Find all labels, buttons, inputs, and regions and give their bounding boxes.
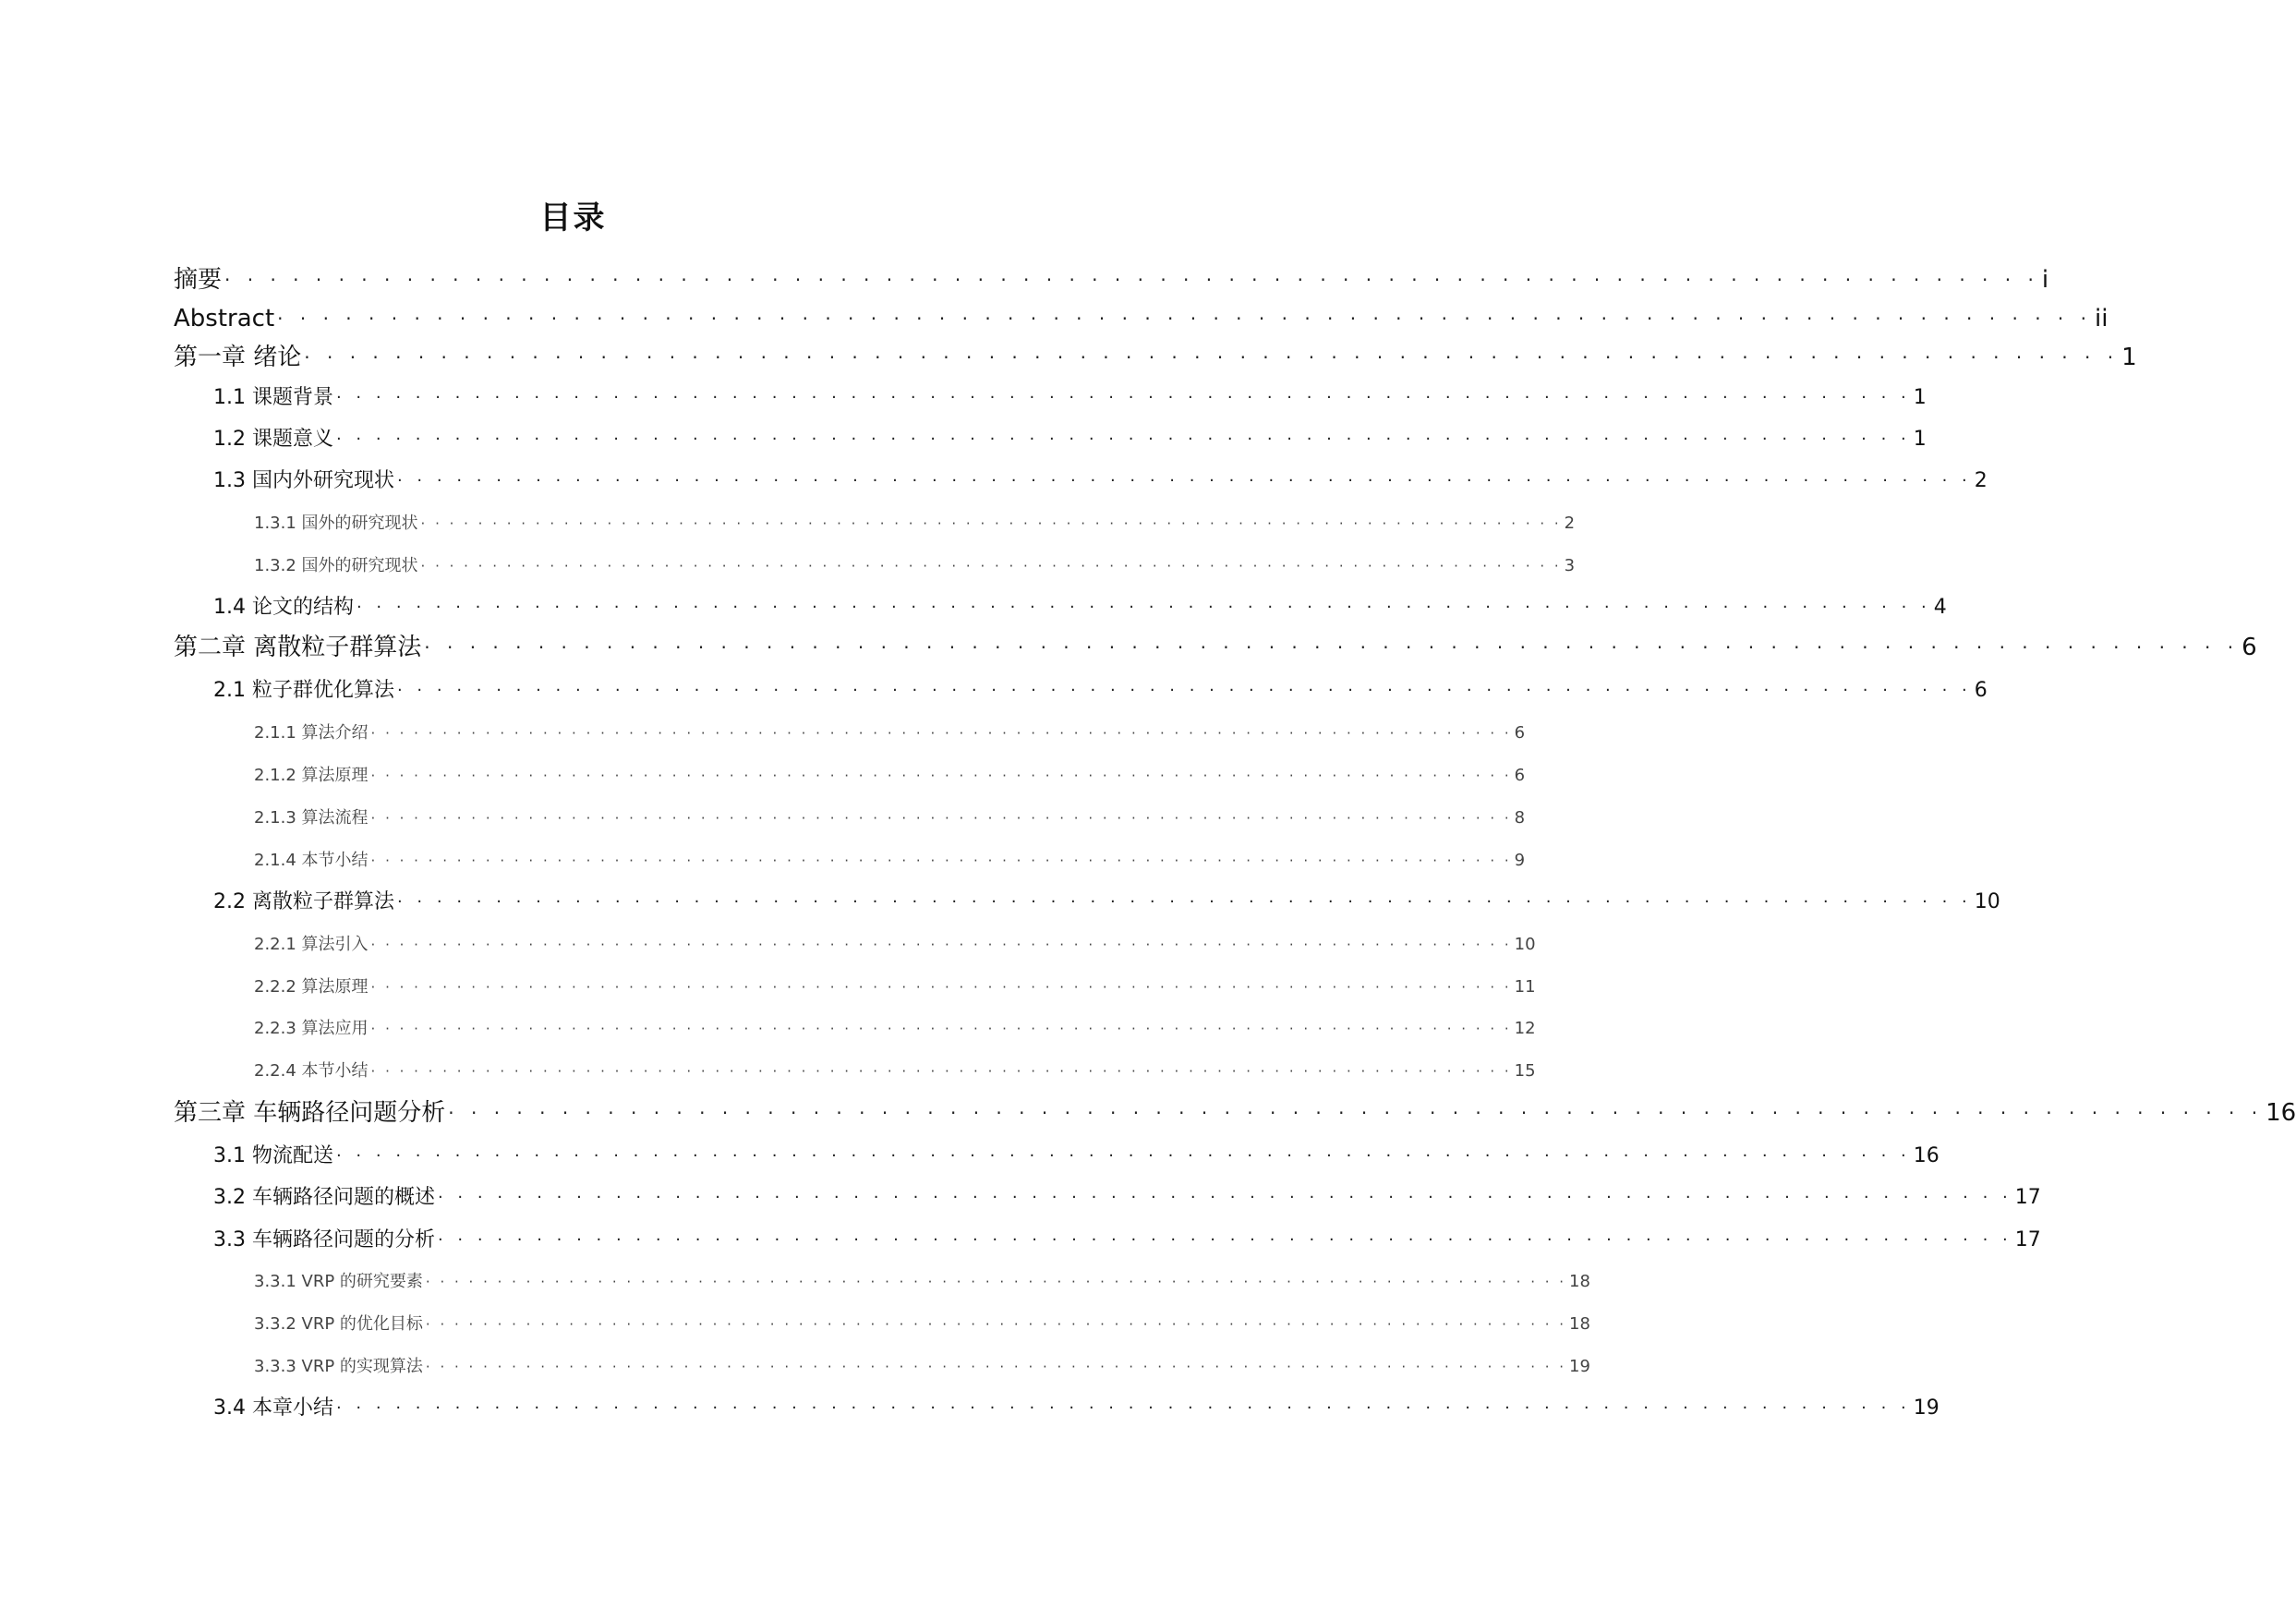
toc-entry-section[interactable]	[213, 467, 1988, 495]
toc-page-number: 11	[1514, 977, 1536, 997]
toc-entry-label: 1.4 论文的结构	[213, 596, 354, 619]
dot-leader: · · · · · · · · · · · · · · · · · · · · · · · · · · · · · · · · · · · · · · · · · · · · · · · · · · · · · · · · · · · · · · · · · · · · · · · · · · · · · · · ·	[420, 558, 1562, 574]
dot-leader: · · · · · · · · · · · · · · · · · · · · · · · · · · · · · · · · · · · · · · · · · · · · · · · · · · · · · · · · · · · · · · · · · · · · · · · · · · · · · · · ·	[425, 1274, 1567, 1290]
toc-entry-label: 3.3.3 VRP 的实现算法	[254, 1357, 423, 1376]
toc-entry-abstract-en[interactable]	[174, 303, 2109, 334]
toc-page-number: 17	[2014, 1186, 2041, 1209]
dot-leader: · · · · · · · · · · · · · · · · · · · · · · · · · · · · · · · · · · · · · · · · · · · · · · · · · · · · · · · · · · · · · · · · · · · · · · · · · · · · · · · ·	[356, 598, 1931, 617]
toc-entry-section[interactable]	[213, 1395, 1940, 1422]
dot-leader: · · · · · · · · · · · · · · · · · · · · · · · · · · · · · · · · · · · · · · · · · · · · · · · · · · · · · · · · · · · · · · · · · · · · · · · · · · · · · · · ·	[370, 725, 1512, 742]
toc-page-number: 1	[1913, 386, 1927, 409]
toc-entry-section[interactable]	[213, 889, 2000, 916]
toc-entry-label: 3.3.2 VRP 的优化目标	[254, 1314, 423, 1334]
dot-leader: · · · · · · · · · · · · · · · · · · · · · · · · · · · · · · · · · · · · · · · · · · · · · · · · · · · · · · · · · · · · · · · · · · · · · · · · · · · · · · · ·	[370, 937, 1512, 953]
toc-page-number: 1	[1913, 428, 1927, 451]
toc-page-number: 18	[1569, 1314, 1590, 1334]
toc-entry-label: 2.2 离散粒子群算法	[213, 890, 394, 913]
toc-entry-abstract-cn[interactable]	[174, 264, 2049, 296]
toc-entry-section[interactable]	[213, 677, 1988, 705]
toc-entry-label: Abstract	[174, 305, 275, 332]
toc-entry-label: 第二章 离散粒子群算法	[174, 634, 422, 661]
dot-leader: · · · · · · · · · · · · · · · · · · · · · · · · · · · · · · · · · · · · · · · · · · · · · · · · · · · · · · · · · · · · · · · · · · · · · · · · · · · · · · · ·	[335, 388, 1911, 407]
toc-page-number: 4	[1933, 596, 1947, 619]
toc-entry-label: 3.1 物流配送	[213, 1144, 333, 1167]
toc-entry-label: 3.2 车辆路径问题的概述	[213, 1186, 435, 1209]
toc-page-number: 15	[1514, 1061, 1536, 1081]
toc-entry-label: 3.4 本章小结	[213, 1396, 333, 1420]
dot-leader: · · · · · · · · · · · · · · · · · · · · · · · · · · · · · · · · · · · · · · · · · · · · · · · · · · · · · · · · · · · · · · · · · · · · · · · · · · · · · · · ·	[420, 515, 1562, 532]
toc-page-number: 2	[1564, 514, 1576, 533]
toc-entry-section[interactable]	[213, 1227, 2041, 1254]
dot-leader: · · · · · · · · · · · · · · · · · · · · · · · · · · · · · · · · · · · · · · · · · · · · · · · · · · · · · · · · · · · · · · · · · · · · · · · · · · · · · · · ·	[425, 1316, 1567, 1333]
toc-entry-subsection[interactable]	[254, 806, 1526, 830]
toc-entry-label: 摘要	[174, 266, 223, 294]
toc-entry-label: 1.2 课题意义	[213, 428, 333, 451]
dot-leader: · · · · · · · · · · · · · · · · · · · · · · · · · · · · · · · · · · · · · · · · · · · · · · · · · · · · · · · · · · · · · · · · · · · · · · · · · · · · · · · ·	[370, 979, 1512, 996]
toc-entry-label: 2.1.3 算法流程	[254, 808, 369, 828]
toc-entry-subsection[interactable]	[254, 975, 1536, 999]
dot-leader: · · · · · · · · · · · · · · · · · · · · · · · · · · · · · · · · · · · · · · · · · · · · · · · · · · · · · · · · · · · · · · · · · · · · · · · · · · · · · · · ·	[370, 1063, 1512, 1080]
toc-entry-label: 2.1.4 本节小结	[254, 851, 369, 870]
toc-entry-subsection[interactable]	[254, 1312, 1590, 1336]
dot-leader: · · · · · · · · · · · · · · · · · · · · · · · · · · · · · · · · · · · · · · · · · · · · · · · · · · · · · · · · · · · · · · · · · · · · · · · · · · · · · · · ·	[370, 852, 1512, 869]
toc-entry-subsection[interactable]	[254, 512, 1576, 536]
dot-leader: · · · · · · · · · · · · · · · · · · · · · · · · · · · · · · · · · · · · · · · · · · · · · · · · · · · · · · · · · · · · · · · · · · · · · · · · · · · · · · · ·	[370, 810, 1512, 827]
toc-entry-section[interactable]	[213, 1184, 2041, 1212]
toc-page-number: 17	[2014, 1228, 2041, 1251]
toc-page-number: 10	[1974, 890, 2000, 913]
toc-page-number: 2	[1974, 469, 1988, 492]
dot-leader: · · · · · · · · · · · · · · · · · · · · · · · · · · · · · · · · · · · · · · · · · · · · · · · · · · · · · · · · · · · · · · · · · · · · · · · · · · · · · · · ·	[448, 1102, 2264, 1124]
toc-entry-label: 第三章 车辆路径问题分析	[174, 1099, 446, 1127]
toc-entry-label: 2.2.3 算法应用	[254, 1019, 369, 1038]
dot-leader: · · · · · · · · · · · · · · · · · · · · · · · · · · · · · · · · · · · · · · · · · · · · · · · · · · · · · · · · · · · · · · · · · · · · · · · · · · · · · · · ·	[277, 308, 2092, 330]
toc-entry-chapter-3[interactable]	[174, 1097, 2296, 1129]
dot-leader: · · · · · · · · · · · · · · · · · · · · · · · · · · · · · · · · · · · · · · · · · · · · · · · · · · · · · · · · · · · · · · · · · · · · · · · · · · · · · · · ·	[370, 768, 1512, 784]
dot-leader: · · · · · · · · · · · · · · · · · · · · · · · · · · · · · · · · · · · · · · · · · · · · · · · · · · · · · · · · · · · · · · · · · · · · · · · · · · · · · · · ·	[335, 1146, 1911, 1166]
toc-entry-label: 1.3.2 国外的研究现状	[254, 556, 418, 575]
toc-entry-label: 2.2.2 算法原理	[254, 977, 369, 997]
toc-entry-subsection[interactable]	[254, 849, 1526, 873]
toc-page-number: ii	[2095, 305, 2109, 332]
toc-entry-label: 1.3 国内外研究现状	[213, 469, 394, 492]
dot-leader: · · · · · · · · · · · · · · · · · · · · · · · · · · · · · · · · · · · · · · · · · · · · · · · · · · · · · · · · · · · · · · · · · · · · · · · · · · · · · · · ·	[335, 429, 1911, 449]
toc-page-number: 18	[1569, 1272, 1590, 1291]
dot-leader: · · · · · · · · · · · · · · · · · · · · · · · · · · · · · · · · · · · · · · · · · · · · · · · · · · · · · · · · · · · · · · · · · · · · · · · · · · · · · · · ·	[424, 636, 2240, 659]
dot-leader: · · · · · · · · · · · · · · · · · · · · · · · · · · · · · · · · · · · · · · · · · · · · · · · · · · · · · · · · · · · · · · · · · · · · · · · · · · · · · · · ·	[370, 1021, 1512, 1037]
dot-leader: · · · · · · · · · · · · · · · · · · · · · · · · · · · · · · · · · · · · · · · · · · · · · · · · · · · · · · · · · · · · · · · · · · · · · · · · · · · · · · · ·	[437, 1188, 2012, 1207]
dot-leader: · · · · · · · · · · · · · · · · · · · · · · · · · · · · · · · · · · · · · · · · · · · · · · · · · · · · · · · · · · · · · · · · · · · · · · · · · · · · · · · ·	[396, 892, 1972, 912]
toc-entry-subsection[interactable]	[254, 1270, 1590, 1294]
toc-entry-chapter-2[interactable]	[174, 632, 2257, 663]
toc-page-number: 6	[1974, 679, 1988, 702]
toc-entry-subsection[interactable]	[254, 1059, 1536, 1083]
toc-page-number: 1	[2121, 344, 2137, 371]
toc-page-number: 10	[1514, 935, 1536, 954]
dot-leader: · · · · · · · · · · · · · · · · · · · · · · · · · · · · · · · · · · · · · · · · · · · · · · · · · · · · · · · · · · · · · · · · · · · · · · · · · · · · · · · ·	[425, 1359, 1567, 1375]
toc-entry-label: 2.2.4 本节小结	[254, 1061, 369, 1081]
toc-entry-label: 3.3.1 VRP 的研究要素	[254, 1272, 423, 1291]
dot-leader: · · · · · · · · · · · · · · · · · · · · · · · · · · · · · · · · · · · · · · · · · · · · · · · · · · · · · · · · · · · · · · · · · · · · · · · · · · · · · · · ·	[396, 681, 1972, 700]
toc-page-number: 6	[1514, 723, 1526, 743]
toc-page-number: 6	[1514, 766, 1526, 785]
toc-entry-section[interactable]	[213, 384, 1927, 412]
dot-leader: · · · · · · · · · · · · · · · · · · · · · · · · · · · · · · · · · · · · · · · · · · · · · · · · · · · · · · · · · · · · · · · · · · · · · · · · · · · · · · · ·	[396, 471, 1972, 490]
toc-page-number: 6	[2242, 634, 2257, 661]
toc-entry-chapter-1[interactable]	[174, 342, 2137, 373]
toc-entry-label: 2.2.1 算法引入	[254, 935, 369, 954]
toc-title: 目录	[539, 199, 607, 236]
dot-leader: · · · · · · · · · · · · · · · · · · · · · · · · · · · · · · · · · · · · · · · · · · · · · · · · · · · · · · · · · · · · · · · · · · · · · · · · · · · · · · · ·	[335, 1398, 1911, 1418]
toc-entry-label: 2.1.2 算法原理	[254, 766, 369, 785]
dot-leader: · · · · · · · · · · · · · · · · · · · · · · · · · · · · · · · · · · · · · · · · · · · · · · · · · · · · · · · · · · · · · · · · · · · · · · · · · · · · · · · ·	[304, 346, 2120, 369]
toc-entry-subsection[interactable]	[254, 1017, 1536, 1041]
toc-page-number: 3	[1564, 556, 1576, 575]
toc-entry-label: 2.1.1 算法介绍	[254, 723, 369, 743]
toc-page-number: i	[2041, 266, 2049, 294]
dot-leader: · · · · · · · · · · · · · · · · · · · · · · · · · · · · · · · · · · · · · · · · · · · · · · · · · · · · · · · · · · · · · · · · · · · · · · · · · · · · · · · ·	[224, 269, 2039, 291]
toc-page-number: 19	[1569, 1357, 1590, 1376]
toc-entry-subsection[interactable]	[254, 721, 1526, 745]
toc-entry-subsection[interactable]	[254, 764, 1526, 788]
toc-page-number: 19	[1913, 1396, 1940, 1420]
toc-entry-subsection[interactable]	[254, 933, 1536, 957]
toc-entry-label: 1.3.1 国外的研究现状	[254, 514, 418, 533]
toc-entry-subsection[interactable]	[254, 554, 1576, 578]
toc-page-number: 12	[1514, 1019, 1536, 1038]
toc-page-number: 16	[2266, 1099, 2296, 1127]
toc-entry-label: 2.1 粒子群优化算法	[213, 679, 394, 702]
toc-entry-label: 3.3 车辆路径问题的分析	[213, 1228, 435, 1251]
dot-leader: · · · · · · · · · · · · · · · · · · · · · · · · · · · · · · · · · · · · · · · · · · · · · · · · · · · · · · · · · · · · · · · · · · · · · · · · · · · · · · · ·	[437, 1230, 2012, 1250]
toc-page-number: 16	[1913, 1144, 1940, 1167]
toc-entry-subsection[interactable]	[254, 1355, 1590, 1379]
toc-entry-section[interactable]	[213, 426, 1927, 453]
toc-page-number: 9	[1514, 851, 1526, 870]
toc-entry-section[interactable]	[213, 594, 1947, 622]
toc-entry-section[interactable]	[213, 1142, 1940, 1170]
toc-entry-label: 1.1 课题背景	[213, 386, 333, 409]
toc-page-number: 8	[1514, 808, 1526, 828]
toc-entry-label: 第一章 绪论	[174, 344, 302, 371]
